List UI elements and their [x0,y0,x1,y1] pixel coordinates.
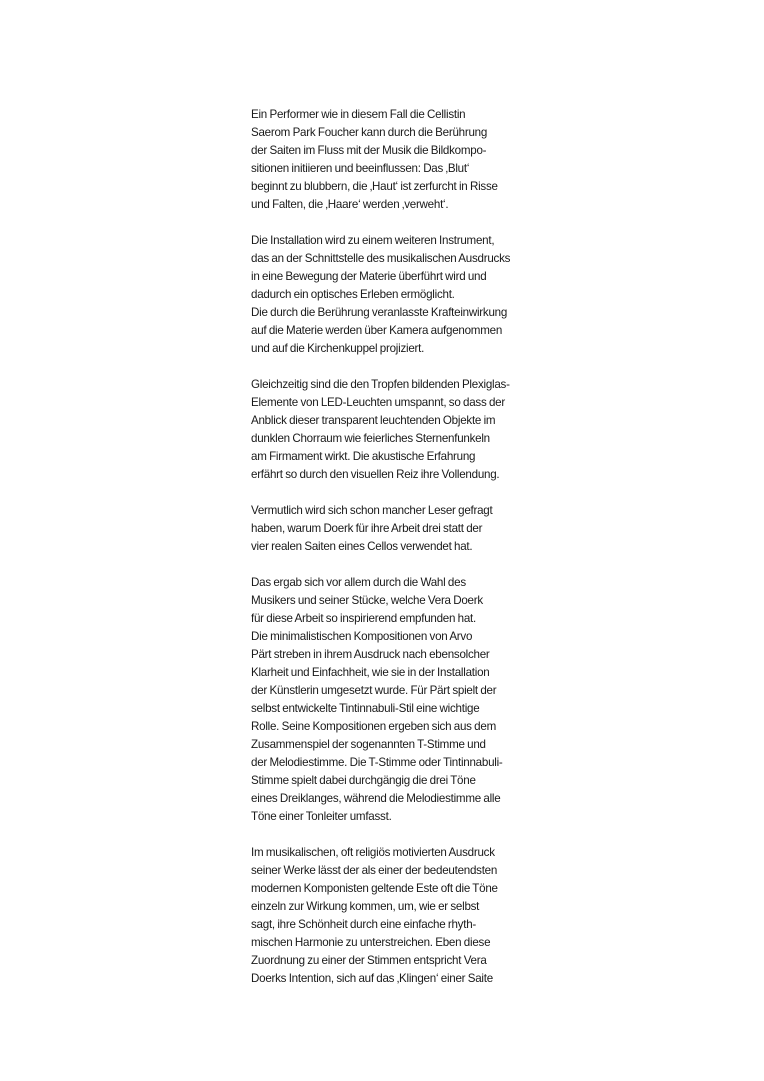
text-line: Stimme spielt dabei durchgängig die drei Töne [251,774,476,787]
text-line: haben, warum Doerk für ihre Arbeit drei statt der [251,522,483,535]
text-line: sagt, ihre Schönheit durch eine einfache rhyth- [251,918,476,931]
text-line: beginnt zu blubbern, die ‚Haut‘ ist zerfurcht in Risse [251,180,498,193]
text-line: Musikers und seiner Stücke, welche Vera Doerk [251,594,483,607]
text-line: das an der Schnittstelle des musikalischen Ausdrucks [251,252,511,265]
text-line: der Künstlerin umgesetzt wurde. Für Pärt spielt der [251,684,497,697]
text-line: Zusammenspiel der sogenannten T-Stimme und [251,738,486,751]
text-line: erfährt so durch den visuellen Reiz ihre Vollendung. [251,468,500,481]
text-line: Anblick dieser transparent leuchtenden Objekte im [251,414,496,427]
text-line: auf die Materie werden über Kamera aufgenommen [251,324,503,337]
text-line: einzeln zur Wirkung kommen, um, wie er selbst [251,900,480,913]
paragraph-question [251,502,531,556]
text-line: Die durch die Berührung veranlasste Krafteinwirkung [251,306,508,319]
text-line: selbst entwickelte Tintinnabuli-Stil eine wichtige [251,702,480,715]
text-line: dunklen Chorraum wie feierliches Sternenfunkeln [251,432,490,445]
text-line: der Saiten im Fluss mit der Musik die Bildkompo- [251,144,487,157]
text-line: am Firmament wirkt. Die akustische Erfahrung [251,450,476,463]
paragraph-led [251,376,531,484]
text-line: der Melodiestimme. Die T-Stimme oder Tintinnabuli- [251,756,503,769]
text-line: eines Dreiklanges, während die Melodiestimme alle [251,792,501,805]
paragraph-religious [251,844,531,988]
text-line: vier realen Saiten eines Cellos verwendet hat. [251,540,473,553]
text-line: in eine Bewegung der Materie überführt wird und [251,270,487,283]
text-line: Die Installation wird zu einem weiteren Instrument, [251,234,495,247]
text-line: Pärt streben in ihrem Ausdruck nach ebensolcher [251,648,490,661]
text-line: Das ergab sich vor allem durch die Wahl des [251,576,466,589]
text-line: Rolle. Seine Kompositionen ergeben sich aus dem [251,720,496,733]
text-line: Elemente von LED-Leuchten umspannt, so dass der [251,396,505,409]
text-line: für diese Arbeit so inspirierend empfunden hat. [251,612,476,625]
body-text [251,106,531,1006]
text-line: Klarheit und Einfachheit, wie sie in der Installation [251,666,490,679]
text-line: Im musikalischen, oft religiös motivierten Ausdruck [251,846,495,859]
text-line: Zuordnung zu einer der Stimmen entspricht Vera [251,954,487,967]
text-line: mischen Harmonie zu unterstreichen. Eben diese [251,936,491,949]
text-line: Vermutlich wird sich schon mancher Leser gefragt [251,504,493,517]
text-line: seiner Werke lässt der als einer der bedeutendsten [251,864,498,877]
text-line: und Falten, die ‚Haare‘ werden ‚verweht‘. [251,198,449,211]
text-line: dadurch ein optisches Erleben ermöglicht. [251,288,455,301]
paragraph-performer [251,106,531,214]
text-line: modernen Komponisten geltende Este oft die Töne [251,882,498,895]
text-line: und auf die Kirchenkuppel projiziert. [251,342,425,355]
text-line: Saerom Park Foucher kann durch die Berührung [251,126,488,139]
text-line: Ein Performer wie in diesem Fall die Cellistin [251,108,466,121]
text-line: Die minimalistischen Kompositionen von Arvo [251,630,473,643]
paragraph-paert [251,574,531,826]
text-line: Gleichzeitig sind die den Tropfen bildenden Plexiglas- [251,378,510,391]
text-line: Doerks Intention, sich auf das ‚Klingen‘ einer Saite [251,972,493,985]
paragraph-installation [251,232,531,358]
text-line: Töne einer Tonleiter umfasst. [251,810,392,823]
text-line: sitionen initiieren und beeinflussen: Das ‚Blut‘ [251,162,470,175]
